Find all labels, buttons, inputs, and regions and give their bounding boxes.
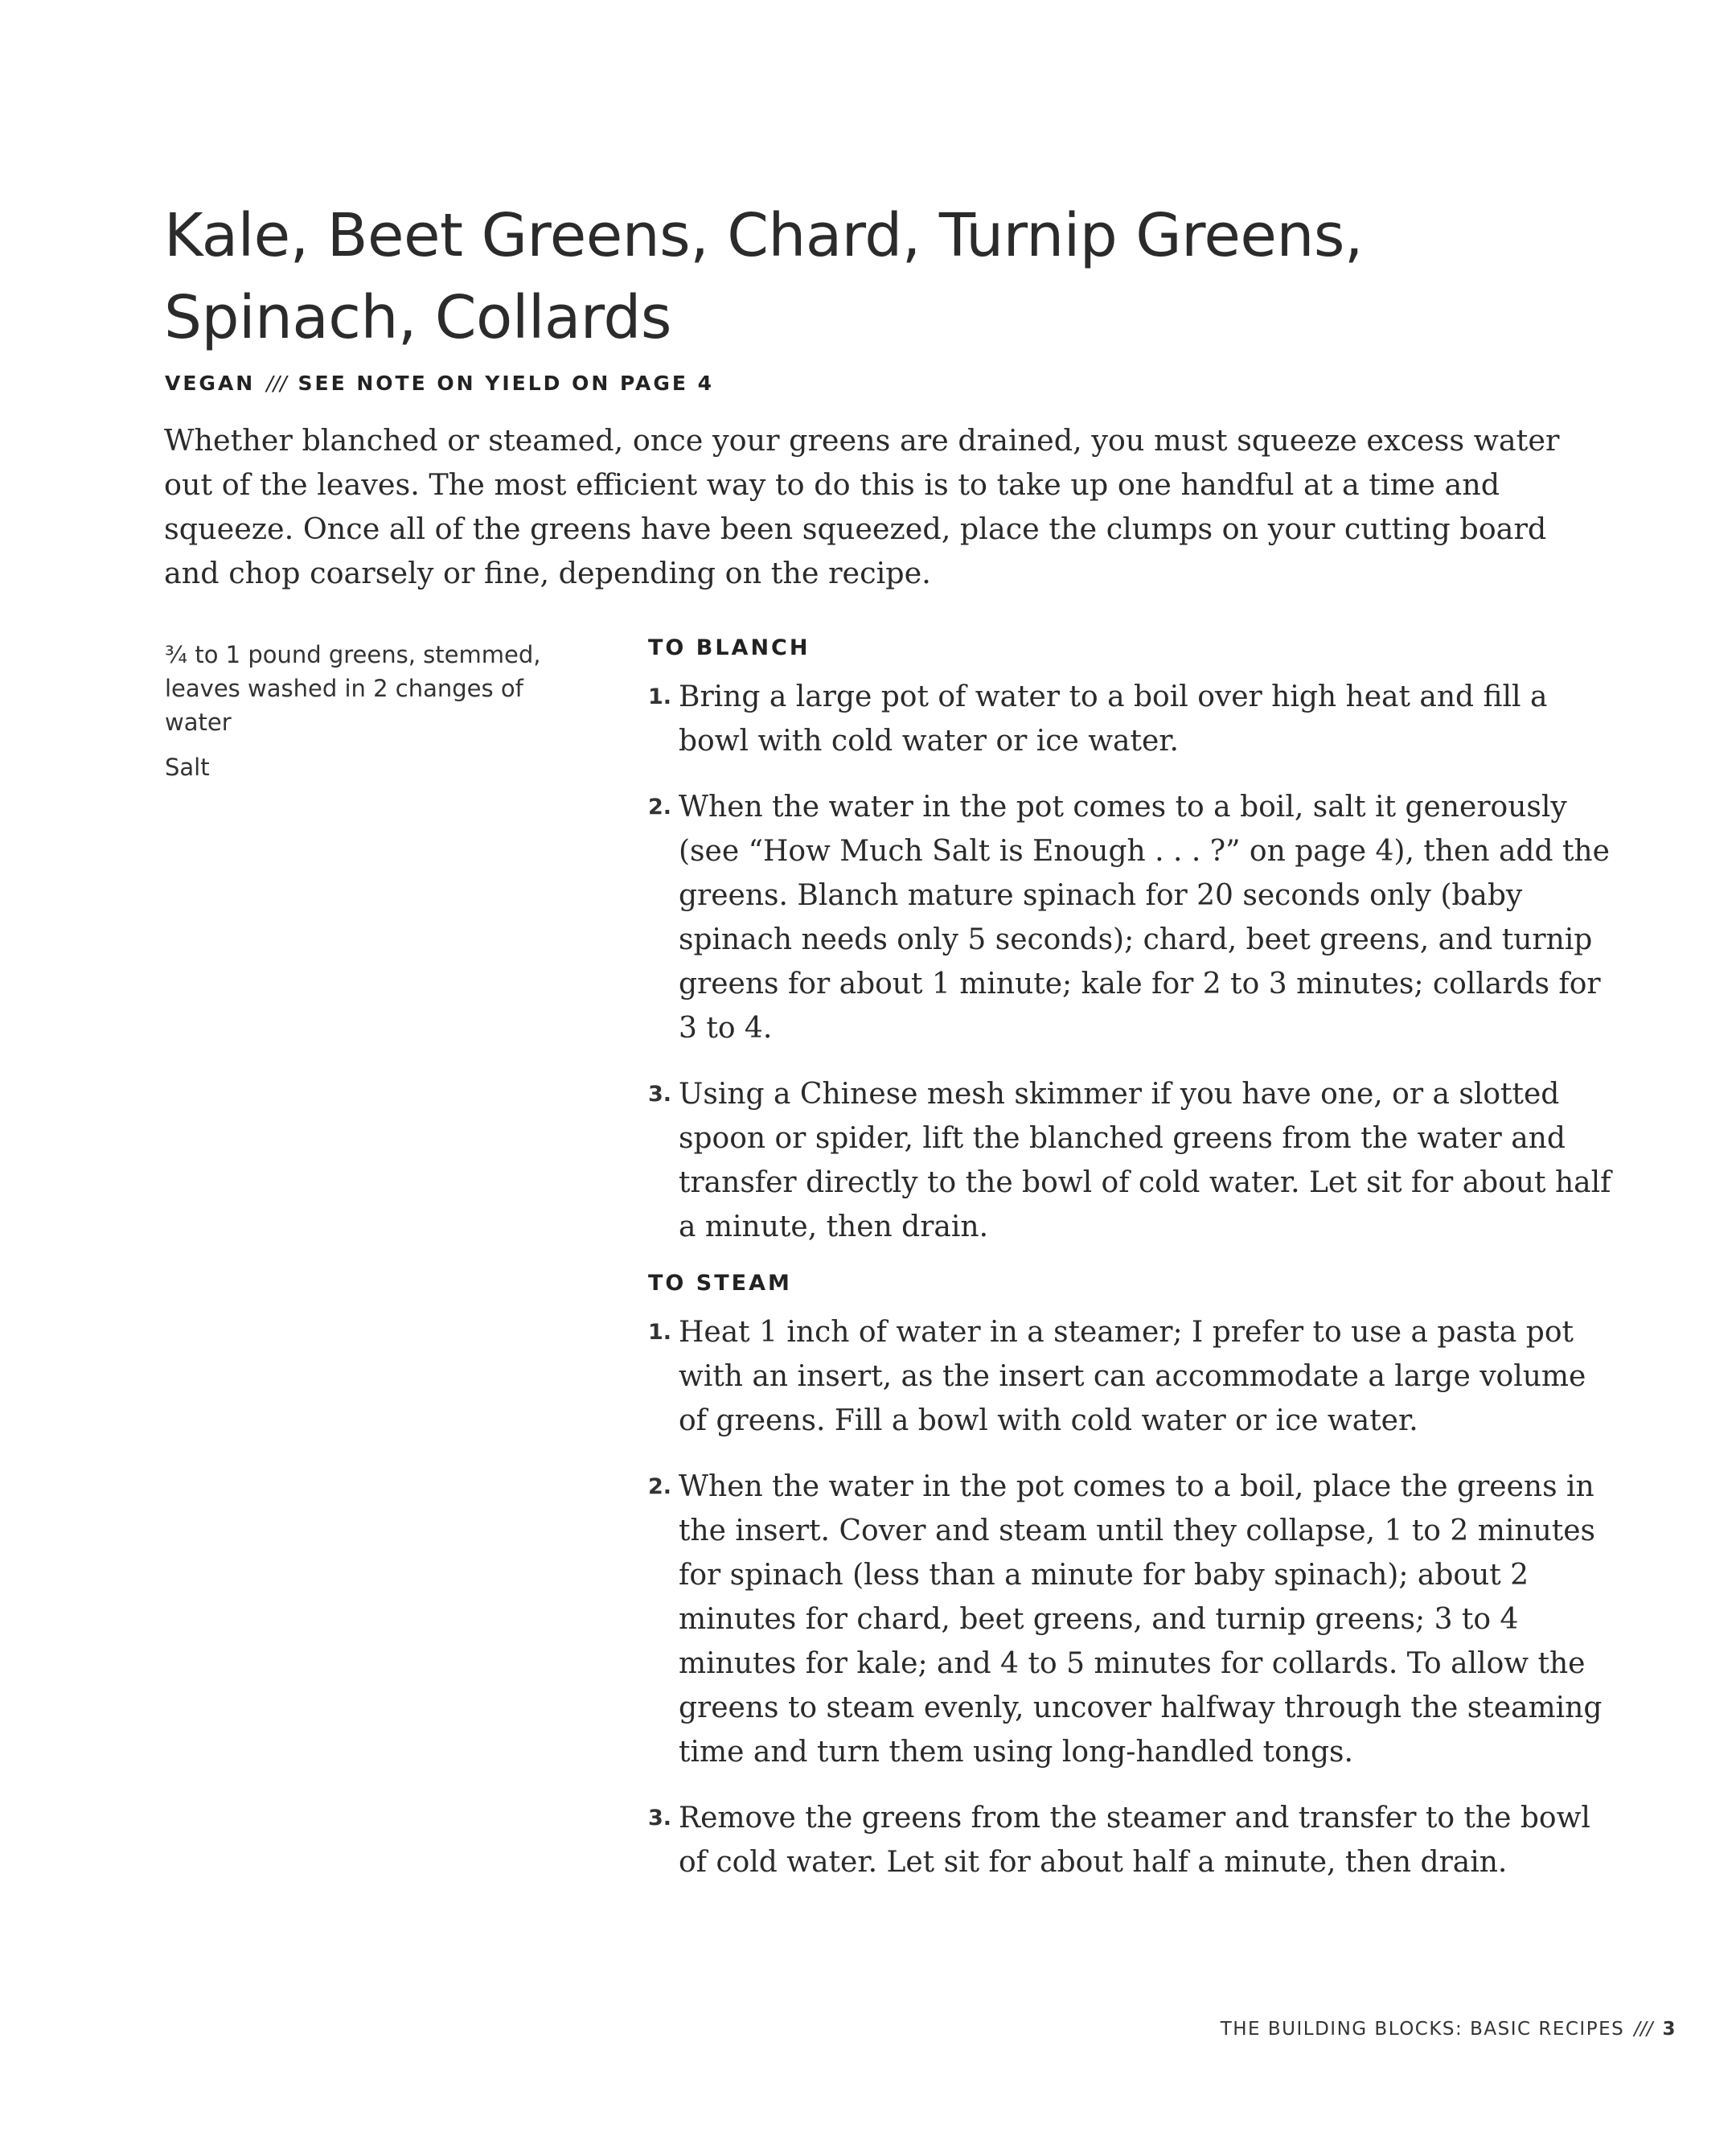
steam-step-2 bbox=[648, 1465, 1613, 1774]
step-text: Heat 1 inch of water in a steamer; I prefer to use a pasta pot with an insert, as the insert can accommodate a large volume of greens. Fill a bowl with cold water or ice water. bbox=[679, 1316, 1586, 1437]
blanch-step-1 bbox=[648, 675, 1613, 763]
steam-step-1 bbox=[648, 1310, 1613, 1443]
footer-separator: /// bbox=[1634, 2019, 1653, 2040]
step-text: Using a Chinese mesh skimmer if you have one, or a slotted spoon or spider, lift the blanched greens from the water and transfer directly to the bowl of cold water. Let sit for about half a minute, then drain. bbox=[679, 1078, 1611, 1243]
step-number: 1. bbox=[648, 684, 672, 709]
recipe-title-line-1: Kale, Beet Greens, Chard, Turnip Greens, bbox=[164, 201, 1363, 270]
blanch-step-3 bbox=[648, 1072, 1613, 1249]
step-number: 3. bbox=[648, 1806, 672, 1831]
steam-step-3 bbox=[648, 1796, 1613, 1884]
step-text: When the water in the pot comes to a boil, salt it generously (see “How Much Salt is Enough . . . ?” on page 4), then add the greens. Blanch mature spinach for 20 seconds only (baby spinach needs only 5 seconds); chard, beet greens, and turnip greens for about 1 minute; kale for 2 to 3 minutes; collards for 3 to 4. bbox=[679, 791, 1610, 1045]
subtitle-separator: /// bbox=[266, 372, 287, 395]
recipe-title bbox=[164, 195, 1571, 359]
step-text: When the water in the pot comes to a boil, place the greens in the insert. Cover and steam until they collapse, 1 to 2 minutes for spinach (less than a minute for baby spinach); about 2 minutes for chard, beet greens, and turnip greens; 3 to 4 minutes for kale; and 4 to 5 minutes for collards. To allow the greens to steam evenly, uncover halfway through the steaming time and turn them using long-handled tongs. bbox=[679, 1470, 1603, 1769]
blanch-steps bbox=[648, 675, 1613, 1249]
steam-steps bbox=[648, 1310, 1613, 1884]
ingredient-greens: ¾ to 1 pound greens, stemmed, leaves washed in 2 changes of water bbox=[165, 641, 541, 736]
recipe-title-line-2: Spinach, Collards bbox=[164, 283, 671, 352]
page-footer bbox=[1221, 2019, 1676, 2040]
blanch-heading: TO BLANCH bbox=[648, 635, 811, 660]
blanch-step-2 bbox=[648, 785, 1613, 1050]
subtitle-vegan: VEGAN bbox=[165, 372, 256, 395]
ingredient-salt: Salt bbox=[165, 754, 210, 781]
method-column bbox=[648, 635, 1613, 1906]
step-text: Bring a large pot of water to a boil over high heat and fill a bowl with cold water or ice water. bbox=[679, 680, 1548, 758]
step-number: 2. bbox=[648, 795, 672, 820]
page-number: 3 bbox=[1662, 2019, 1676, 2040]
ingredients-list bbox=[165, 638, 567, 795]
steam-heading: TO STEAM bbox=[648, 1271, 792, 1296]
subtitle-yield-note: SEE NOTE ON YIELD ON PAGE 4 bbox=[298, 372, 715, 395]
step-text: Remove the greens from the steamer and transfer to the bowl of cold water. Let sit for about half a minute, then drain. bbox=[679, 1802, 1590, 1879]
step-number: 2. bbox=[648, 1474, 672, 1499]
running-head: THE BUILDING BLOCKS: BASIC RECIPES bbox=[1220, 2019, 1625, 2040]
step-number: 3. bbox=[648, 1082, 672, 1107]
recipe-subtitle bbox=[165, 372, 714, 395]
step-number: 1. bbox=[648, 1320, 672, 1345]
intro-paragraph: Whether blanched or steamed, once your greens are drained, you must squeeze excess water out of the leaves. The most efficient way to do this is to take up one handful at a time and squeeze. Once all of the greens have been squeezed, place the clumps on your cutting board and chop coarsely or fine, depending on the recipe. bbox=[164, 423, 1560, 590]
